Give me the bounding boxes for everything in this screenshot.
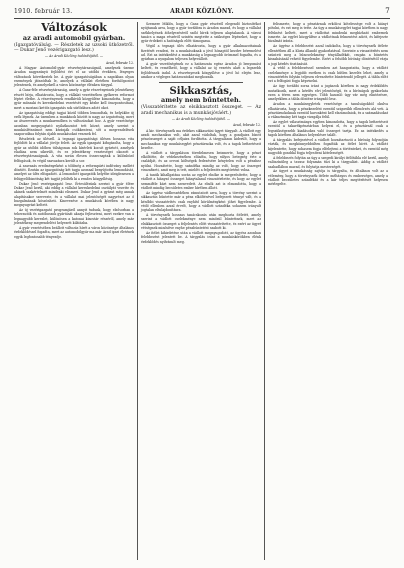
paragraph: Az ítélet kihirdetése után a vádlott megnyugodott, az ügyész azonban felebbezést jelentett be. A tárgyalás iránt a munkáskörökben élénk érdeklődés nyilvánult meg.: [141, 230, 261, 244]
column-rule-2: [264, 22, 265, 560]
paragraph: A Ganz-féle részvénytársaság, amely a gyár részvényeinek jelentékeny részét bírja, elhatározta, hogy a vállalat vezetésében gyökeres reformot léptet életbe. A részvényesek rendkívüli közgyűlése kimondotta, hogy a gyár műszaki és kereskedelmi vezetését egy kézbe kell összpontosítani, mert a mostani kettős igazgatás sok súrlódásra adott okot.: [14, 88, 134, 110]
paragraph: Szemere Miklós, hogy a Ganz gyár részéről elegendő biztosítékot nyújtanak arra, hogy a gyár továbbra is Aradon marad, és hogy a vállalat székhelyének áthelyezéséről szóló hírek teljesen alaptalanok. A városi tanács a maga részéről szintén megtette a szükséges lépéseket, hogy a gyár érdekeit a hatóságok előtt támogassa.: [141, 22, 261, 44]
article-headline: Változások: [41, 21, 107, 34]
article-headline: Sikkasztás,: [169, 86, 233, 98]
article-deck: (Visszatérítette az elsikkasztott összeget. — Az aradi mechanikus is a munkásjóváért.): [141, 105, 261, 116]
paragraph: felismerte, hogy a pénztárnak erkölcsi kötelessége volt a hiányt pótolni, és ezt meg is tette. Az ügy a munkásegylet tagjai körében is nagy feltűnést keltett, mert a vádlottat mindenki megbízható embernek ismerte. Az egylet közgyűlése a vádlottnak felmentést adott, és kifejezte bizalmát iránta.: [268, 22, 388, 44]
paragraph: Végül a tegnapi ülés elhatározta, hogy a gyár alkalmazottainak fizetését rendezi, és a munkásoknak a jövő hónaptól kezdve béremelést ad. Ezt az intézkedést a munkásság a legnagyobb örömmel fogadta, és a gyárban a nyugalom teljesen helyreállott.: [141, 44, 261, 62]
paragraph: A felebbezés folytán az ügy a szegedi királyi ítélőtábla elé kerül, amely valószínűleg a tavasz folyamán tűzi ki a tárgyalást. Addig a vádlott szabadlábon marad, és folytatja mesterségét.: [268, 155, 388, 169]
paragraph: Aradon a munkásegyletek vezetősége a tanulságokból okulva elhatározta, hogy a pénzkezelést ezentúl szigorúbb ellenőrzés alá veti. A pénztárnokoknak ezentúl havonként kell elszámolniok, és a számadásokat a választmány két tagja vizsgálja felül.: [268, 102, 388, 120]
paragraph: A tárgyalás befejeztével a vádlott hozzátartozói a bíróság folyosóján várták, és megkönnyebbülten fogadták az ítélet hírét. A vádlott kijelentette, hogy sohasem fogja elfelejteni a történteket, és ezentúl még nagyobb gonddal fogja teljesíteni kötelességét.: [268, 137, 388, 155]
paragraph: Az ügy további sorsa iránt a jogászok körében is nagy érdeklődés mutatkozik, mert a kérdés elvi jelentőségű, és a bíróságok gyakorlata ezen a téren nem egységes. Több hasonló ügy vár még elintézésre, amelyekben a tábla döntése irányadó lesz.: [268, 84, 388, 102]
column-3: [268, 22, 388, 187]
paragraph: Az egylet választmánya egyben kimondotta, hogy a tagok befizetéseit ezentúl a takarékpénztárban helyezi el, és a pénztárnál csak a legszükségesebb kiadásokra való összeget tartja. Ez az intézkedés a tagok körében általános helyeslésre talált.: [268, 120, 388, 138]
newspaper-title: ARADI KÖZLÖNY.: [170, 8, 234, 15]
paragraph: Az ügyet a munkásság sajtója is tárgyalta, és általános volt az a vélemény, hogy a törvényszék ítélete méltányos és emberséges, amely a vádlott becsületes szándékát és a kár teljes megtérítését helyesen mérlegelte.: [268, 169, 388, 187]
article-deck: (Igazgatóválság. — Részletek az uzsoki ütközetről. — Dukar Jenő vezérigazgató lesz.): [14, 43, 134, 54]
page-number: 7: [385, 7, 390, 15]
paragraph: Az új vezérigazgató programjáról annyit tudunk, hogy elsősorban a teherautók és autóbuszok gyártását akarja fejleszteni, mert ezekre van a legnagyobb kereslet, különösen a katonai kincstár részéről, amely már jelentékeny megrendelést helyezett kilátásba.: [14, 208, 134, 226]
article-byline: — Az Aradi Közlöny tudósítójától. —: [171, 116, 231, 121]
paragraph: A Magyar Automobil-gyár részvénytársaságnál, amelynek üzeme Aradon nagyarányú fejlődést ért el az utóbbi években, lényeges változások következtek be. A gyár igazgatóságában a napokban olyan események játszódtak le, amelyek a vállalat életében fordulópontot jelentenek, és amelyekről a város közönsége élénken tárgyal.: [14, 66, 134, 88]
paragraph: Az ügyész vádbeszédében rámutatott arra, hogy a törvény szerint a sikkasztás bűntette már a pénz elköltésével befejezett ténnyé vált, és a későbbi visszatérítés csak enyhítő körülményként jöhet figyelembe. A védő ellenben azzal érvelt, hogy a vádlott szándéka sohasem irányult jogtalan eltulajdonításra.: [141, 190, 261, 213]
paragraph: Az ügyész a felebbezést azzal indokolta, hogy a törvényszék ítélete ellentétben áll a Kúria állandó gyakorlatával. Szerinte a visszatérítés nem szünteti meg a bűncselekmény tényálladékát, csupán a büntetés kiszabásánál vehető figyelembe. Ezért a felsőbb bíróság döntésétől várja a jogi kérdés tisztázását.: [268, 44, 388, 66]
column-2: [141, 22, 261, 245]
paragraph: A gyár vezetésében beállott változás hírét a város közönsége általános érdeklődéssel fogadta, mert az automobilgyár ma már Arad ipari életének egyik legfontosabb tényezője.: [14, 225, 134, 239]
column-1: [14, 22, 134, 240]
paragraph: A tanúk kihallgatása során az egylet elnöke is megerősítette, hogy a vádlott a hiányzó összeget hiánytalanul visszatérítette, és hogy az egylet semmiféle kárt nem szenvedett. Az elnök azt is elmondotta, hogy a vádlott mindig becsületes ember hírében állott.: [141, 173, 261, 191]
paragraph: Dukar Jenő vezérigazgató lesz. Értesülésünk szerint a gyár élére Dukar Jenő kerül, aki eddig a vállalat kereskedelmi osztályát vezette és akinek szakértelmét mindenki elismeri. Dukar Jenő a gyárat még annak alapításakor szervezte, és a vállalat mai jelentőségét nagyrészt az ő buzgalmának köszönheti. Kinevezése a munkások körében is nagy megnyugvást keltett.: [14, 181, 134, 208]
paragraph: A védő a felebbezéssel szemben azt hangoztatta, hogy a vádlott cselekménye a legjobb esetben is csak hűtlen kezelés lehet, amely a visszatérítés folytán teljesen elveszítette büntetendő jellegét. A tábla előtt ezt a felfogást fogja képviselni.: [268, 66, 388, 84]
paragraph: A szavazás eredményeként a többség a reformpárti indítvány mellett döntött. Ezután az igazgatóság két tagja azonnal benyújtotta lemondását, amelyet az ülés elfogadott. A lemondott igazgatók helyébe ideiglenesen a felügyelőbizottság két tagját jelölték ki a rendes közgyűlésig.: [14, 163, 134, 181]
paragraph: A törvényszék hosszas tanácskozás után meghozta ítéletét, amely szerint a vádlott cselekménye nem minősül bűntettnek, mert az elsikkasztott összeget a feljelentés előtt visszatérítette, és ezért az ügyet vétségnek minősítve enyhe pénzbüntetést szabott ki.: [141, 213, 261, 231]
paragraph: A gyár vezetőségének ez a határozata egész Aradon jó benyomást keltett, és remélhető, hogy a vállalat az új vezetés alatt a legszebb fejlődésnek indul. A részvényesek közgyűlése a jövő hó elején lesz, amikor a végleges határozatokat meghozzák.: [141, 62, 261, 80]
paragraph: A kir. törvényszék ma érdekes sikkasztási ügyet tárgyalt. A vádlott egy aradi mechanikus volt, akit azzal vádoltak, hogy a gondjaira bízott pénzösszeget a saját céljaira fordította. A tárgyaláson kiderült, hogy a mechanikus egy munkásegylet pénztárnoka volt, és a tagok befizetéseit kezelte.: [141, 128, 261, 150]
article-byline: — Az Aradi Közlöny tudósítójától. —: [44, 54, 104, 59]
article-dateline: Arad, február 12.: [106, 60, 134, 65]
article-separator: [159, 82, 243, 83]
paragraph: Az igazgatóság eddigi tagjai közül többen lemondtak, és helyükbe új erők lépnek. Az üzemben a munkások között is nagy az izgatottság, mert az átszervezés a munkarendben is változásokat hoz. A gyár vezetősége azonban megnyugtató nyilatkozatot tett közzé, amely szerint a munkáslétszámot nem kívánják csökkenteni, sőt a megrendelések szaporodása folytán újabb munkásokat vesznek fel.: [14, 110, 134, 137]
article-dateline: Arad, február 12.: [233, 123, 261, 128]
article-subheadline: az aradi automobil gyárban.: [22, 34, 126, 42]
issue-date: 1910. február 13.: [14, 8, 73, 15]
article-subheadline: amely nem bűntetteh.: [161, 96, 241, 105]
column-rule-1: [137, 22, 138, 560]
masthead: [14, 6, 390, 19]
paragraph: A vádlott a tárgyaláson töredelmesen beismerte, hogy a pénzt elköltötte, de védekezésében előadta, hogy súlyos betegség érte a családját, és az orvosi költségek fedezésére kénytelen volt a pénzhez nyúlni. Hozzátette, hogy szándéka mindig az volt, hogy az összeget visszafizeti, amit meg is tett, mielőtt a feljelentés megtörtént volna.: [141, 150, 261, 173]
paragraph: Részletek az ülésről. A tegnapi igazgatósági ülésen hosszas vita fejlődött ki a vállalat jövője felett. Az egyik igazgató kifogásolta, hogy a gyár az utóbbi időben túlságosan sok kísérleti kocsit gyártott, amelyek eladása nem sikerült, és ez jelentékeny veszteséget okozott a részvénytársaságnak. A vita során élesen összecsaptak a különböző felfogások, és végül szavazásra került a sor.: [14, 137, 134, 163]
